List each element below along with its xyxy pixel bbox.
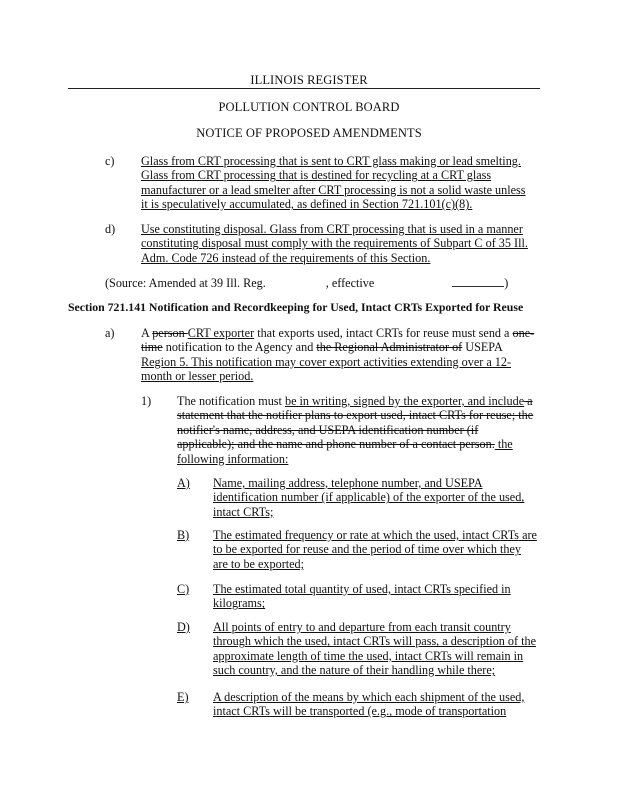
source-effective: , effective xyxy=(325,276,375,290)
item-a-text xyxy=(141,326,536,384)
sub-c-label: C) xyxy=(177,582,190,596)
item-a-t1: A xyxy=(141,326,153,340)
register-title: ILLINOIS REGISTER xyxy=(250,73,368,87)
sub-b-label: B) xyxy=(177,528,190,542)
item-a-insert2: Region 5. This notification may cover export activities extending over a 12-month or lesser period. xyxy=(141,354,512,384)
item-a1-text xyxy=(177,394,537,466)
source-note xyxy=(105,276,535,290)
item-a-t2: that exports used, intact CRTs for reuse must send a xyxy=(254,326,513,340)
item-a1-insert1: be in writing, signed by the exporter, and include xyxy=(284,394,525,408)
item-a1-label: 1) xyxy=(141,394,152,408)
sub-e-text: A description of the means by which each shipment of the used, intact CRTs will be transported (e.g., mode of transportation xyxy=(213,690,525,719)
item-a1-t1: The notification must xyxy=(177,394,285,408)
sub-c-text: The estimated total quantity of used, intact CRTs specified in kilograms; xyxy=(213,582,511,611)
board-title: POLLUTION CONTROL BOARD xyxy=(218,100,400,114)
source-prefix: (Source: Amended at 39 Ill. Reg. xyxy=(105,276,266,290)
sub-d-text: All points of entry to and departure from each transit country through which the used, intact CRTs will pass, a description of the approximate length of time the used, intact CRTs will remain in such country, and the nature of their handling while there; xyxy=(213,620,537,678)
source-suffix: ) xyxy=(504,276,509,290)
header-rule xyxy=(68,88,540,89)
sub-a-text: Name, mailing address, telephone number, and USEPA identification number (if applicable) of the exporter of the used, intact CRTs; xyxy=(213,476,525,519)
item-a-strike3: the Regional Administrator of xyxy=(316,340,463,355)
sub-b-text: The estimated frequency or rate at which the used, intact CRTs are to be exported for reuse and the period of time over which they are to be exported; xyxy=(213,528,537,571)
item-a1-insert2: the following information: xyxy=(177,437,513,466)
sub-e-label: E) xyxy=(177,690,189,704)
item-c-text xyxy=(141,154,533,212)
item-a1-strike1: a statement that the notifier plans to export used, intact CRTs for reuse; the notifier's name, address, and USEPA identification number (if applicable); and the name and phone number of a contact person. xyxy=(177,394,534,452)
item-d-text xyxy=(141,222,533,265)
item-c-label: c) xyxy=(105,154,115,168)
item-c-body: Glass from CRT processing that is sent to CRT glass making or lead smelting. Glass from CRT processing that is destined for recycling at a CRT glass manufacturer or a lead smelter after CRT processing is not a solid waste unless it is speculatively accumulated, as defined in Section 721.101(c)(8). xyxy=(141,154,526,212)
item-d-label: d) xyxy=(105,222,116,236)
sub-d-label: D) xyxy=(177,620,190,634)
item-a-t3: notification to the Agency and xyxy=(162,340,317,355)
item-a-strike1: person xyxy=(152,326,188,340)
source-date-blank xyxy=(452,277,504,287)
item-a-t4: USEPA xyxy=(462,340,503,355)
item-a-insert1: CRT exporter xyxy=(187,326,255,340)
section-heading: Section 721.141 Notification and Recordkeeping for Used, Intact CRTs Exported for Reuse xyxy=(68,300,524,314)
item-a-label: a) xyxy=(105,326,115,340)
sub-a-label: A) xyxy=(177,476,190,490)
item-d-body: Use constituting disposal. Glass from CRT processing that is used in a manner constituting disposal must comply with the requirements of Subpart C of 35 Ill. Adm. Code 726 instead of the requirements of this Section. xyxy=(141,222,528,265)
notice-title: NOTICE OF PROPOSED AMENDMENTS xyxy=(196,126,422,140)
item-a-strike2: one-time xyxy=(141,326,535,355)
